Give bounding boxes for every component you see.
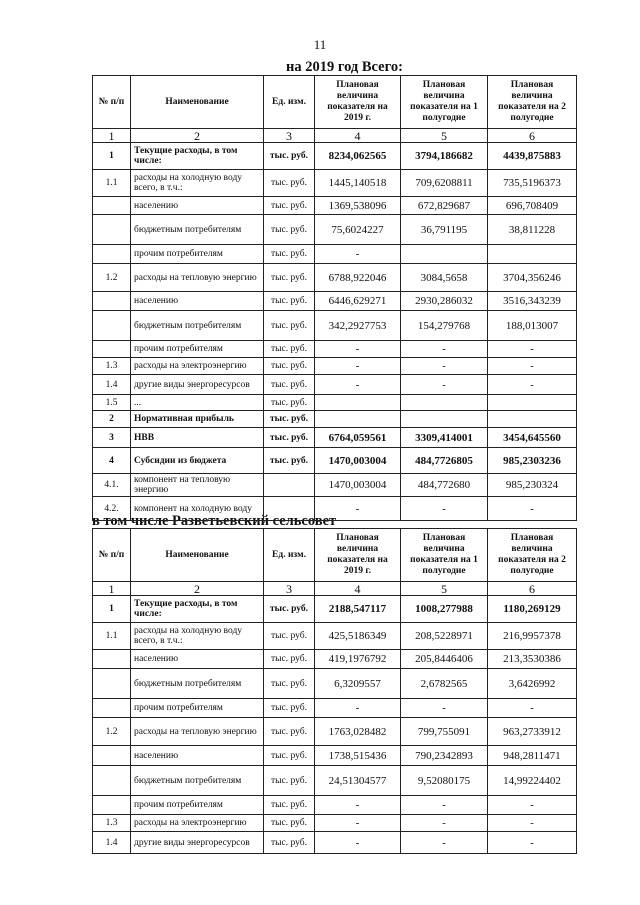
plan-table-settlement xyxy=(92,528,577,854)
row-number: 1.1 xyxy=(93,170,131,197)
value-year: 1470,003004 xyxy=(315,474,401,497)
row-name: населению xyxy=(131,292,264,311)
row-unit: тыс. руб. xyxy=(264,375,315,395)
row-name: прочим потребителям xyxy=(131,245,264,264)
table-row xyxy=(93,650,577,669)
row-name: прочим потребителям xyxy=(131,699,264,718)
row-unit: тыс. руб. xyxy=(264,170,315,197)
row-number: 1.3 xyxy=(93,358,131,375)
row-unit: тыс. руб. xyxy=(264,448,315,474)
table-row xyxy=(93,815,577,832)
table-row xyxy=(93,796,577,815)
value-half1: 2930,286032 xyxy=(401,292,488,311)
value-year: 1470,003004 xyxy=(315,448,401,474)
value-half2: 3704,356246 xyxy=(488,264,577,292)
row-name: расходы на электроэнергию xyxy=(131,358,264,375)
row-unit: тыс. руб. xyxy=(264,358,315,375)
row-unit xyxy=(264,497,315,521)
table-row xyxy=(93,428,577,448)
table-row xyxy=(93,669,577,699)
row-unit: тыс. руб. xyxy=(264,341,315,358)
header-unit: Ед. изм. xyxy=(264,76,315,129)
value-half1: 672,829687 xyxy=(401,197,488,215)
index-cell: 2 xyxy=(131,129,264,143)
value-year: 24,51304577 xyxy=(315,766,401,796)
value-year: - xyxy=(315,375,401,395)
row-name: населению xyxy=(131,197,264,215)
row-unit: тыс. руб. xyxy=(264,143,315,170)
value-half1 xyxy=(401,395,488,411)
plan-table-total xyxy=(92,75,577,521)
row-name: НВВ xyxy=(131,428,264,448)
value-year: - xyxy=(315,358,401,375)
row-number: 2 xyxy=(93,411,131,428)
row-name: расходы на холодную воду всего, в т.ч.: xyxy=(131,623,264,650)
value-year: 1738,515436 xyxy=(315,746,401,766)
header-plan-year: Плановая величина показателя на 2019 г. xyxy=(315,76,401,129)
value-half1 xyxy=(401,245,488,264)
index-cell: 4 xyxy=(315,129,401,143)
value-half1: 2,6782565 xyxy=(401,669,488,699)
header-name: Наименование xyxy=(131,76,264,129)
row-name: расходы на электроэнергию xyxy=(131,815,264,832)
header-plan-year: Плановая величина показателя на 2019 г. xyxy=(315,529,401,582)
row-number: 1.2 xyxy=(93,264,131,292)
row-number xyxy=(93,746,131,766)
row-unit: тыс. руб. xyxy=(264,428,315,448)
value-year: 6,3209557 xyxy=(315,669,401,699)
row-unit: тыс. руб. xyxy=(264,596,315,623)
row-unit: тыс. руб. xyxy=(264,292,315,311)
value-half1: 36,791195 xyxy=(401,215,488,245)
value-year: 1445,140518 xyxy=(315,170,401,197)
value-half2: 948,2811471 xyxy=(488,746,577,766)
value-year: 419,1976792 xyxy=(315,650,401,669)
row-number xyxy=(93,197,131,215)
index-cell: 4 xyxy=(315,582,401,596)
table-row xyxy=(93,718,577,746)
index-cell: 5 xyxy=(401,129,488,143)
row-name: бюджетным потребителям xyxy=(131,311,264,341)
row-name: Нормативная прибыль xyxy=(131,411,264,428)
row-number: 1 xyxy=(93,596,131,623)
index-cell: 1 xyxy=(93,129,131,143)
table-row xyxy=(93,197,577,215)
value-half2: 985,230324 xyxy=(488,474,577,497)
value-year: 342,2927753 xyxy=(315,311,401,341)
section-title-total: на 2019 год Всего: xyxy=(286,59,403,75)
row-name: расходы на холодную воду всего, в т.ч.: xyxy=(131,170,264,197)
header-number: № п/п xyxy=(93,76,131,129)
table-row xyxy=(93,596,577,623)
value-year: - xyxy=(315,815,401,832)
row-number: 1.2 xyxy=(93,718,131,746)
value-half2: 696,708409 xyxy=(488,197,577,215)
row-unit: тыс. руб. xyxy=(264,766,315,796)
row-name: населению xyxy=(131,650,264,669)
value-half2: 985,2303236 xyxy=(488,448,577,474)
row-unit: тыс. руб. xyxy=(264,264,315,292)
value-half2: 216,9957378 xyxy=(488,623,577,650)
value-half2: - xyxy=(488,699,577,718)
row-number xyxy=(93,766,131,796)
table-row xyxy=(93,245,577,264)
index-cell: 6 xyxy=(488,582,577,596)
table-row xyxy=(93,474,577,497)
row-name: Субсидии из бюджета xyxy=(131,448,264,474)
table-row xyxy=(93,143,577,170)
row-number: 1 xyxy=(93,143,131,170)
value-year: 6764,059561 xyxy=(315,428,401,448)
value-half1: - xyxy=(401,699,488,718)
value-half1 xyxy=(401,411,488,428)
table-row xyxy=(93,292,577,311)
value-year: 8234,062565 xyxy=(315,143,401,170)
value-half1: 3794,186682 xyxy=(401,143,488,170)
value-year: 2188,547117 xyxy=(315,596,401,623)
row-number xyxy=(93,341,131,358)
row-unit: тыс. руб. xyxy=(264,718,315,746)
row-name: компонент на холодную воду xyxy=(131,497,264,521)
value-half2: 735,5196373 xyxy=(488,170,577,197)
header-plan-half2: Плановая величина показателя на 2 полугодие xyxy=(488,529,577,582)
value-half2: 3516,343239 xyxy=(488,292,577,311)
value-half2 xyxy=(488,395,577,411)
row-unit: тыс. руб. xyxy=(264,215,315,245)
table-row xyxy=(93,448,577,474)
row-name: бюджетным потребителям xyxy=(131,669,264,699)
row-name: ... xyxy=(131,395,264,411)
row-number: 3 xyxy=(93,428,131,448)
row-name: компонент на тепловую энергию xyxy=(131,474,264,497)
value-half1: 484,7726805 xyxy=(401,448,488,474)
table-row xyxy=(93,395,577,411)
table-row xyxy=(93,358,577,375)
row-unit: тыс. руб. xyxy=(264,832,315,854)
table-row xyxy=(93,699,577,718)
row-unit: тыс. руб. xyxy=(264,411,315,428)
value-year: 1369,538096 xyxy=(315,197,401,215)
value-year: - xyxy=(315,341,401,358)
value-half1: - xyxy=(401,358,488,375)
row-number xyxy=(93,669,131,699)
value-half2: 1180,269129 xyxy=(488,596,577,623)
value-year: 75,6024227 xyxy=(315,215,401,245)
index-cell: 3 xyxy=(264,129,315,143)
row-number: 1.4 xyxy=(93,832,131,854)
row-number xyxy=(93,650,131,669)
value-year xyxy=(315,411,401,428)
row-unit: тыс. руб. xyxy=(264,796,315,815)
row-name: прочим потребителям xyxy=(131,796,264,815)
header-plan-half1: Плановая величина показателя на 1 полугодие xyxy=(401,76,488,129)
header-number: № п/п xyxy=(93,529,131,582)
value-half1: - xyxy=(401,375,488,395)
value-half2: 14,99224402 xyxy=(488,766,577,796)
value-half1: - xyxy=(401,815,488,832)
table-row xyxy=(93,411,577,428)
value-half1: 709,6208811 xyxy=(401,170,488,197)
row-number xyxy=(93,245,131,264)
row-number xyxy=(93,699,131,718)
table-row xyxy=(93,170,577,197)
value-year: - xyxy=(315,796,401,815)
table-row xyxy=(93,766,577,796)
row-number: 1.4 xyxy=(93,375,131,395)
value-half2: - xyxy=(488,815,577,832)
table-row xyxy=(93,264,577,292)
index-cell: 2 xyxy=(131,582,264,596)
table-row xyxy=(93,375,577,395)
value-half2: 213,3530386 xyxy=(488,650,577,669)
value-half2: - xyxy=(488,358,577,375)
value-half2: - xyxy=(488,341,577,358)
row-unit xyxy=(264,474,315,497)
row-unit: тыс. руб. xyxy=(264,669,315,699)
row-number: 1.3 xyxy=(93,815,131,832)
row-number xyxy=(93,796,131,815)
value-half1: - xyxy=(401,341,488,358)
value-half1: - xyxy=(401,497,488,521)
header-name: Наименование xyxy=(131,529,264,582)
table-row xyxy=(93,311,577,341)
value-half2 xyxy=(488,245,577,264)
value-year xyxy=(315,395,401,411)
value-half2: 3454,645560 xyxy=(488,428,577,448)
value-year: 1763,028482 xyxy=(315,718,401,746)
row-unit: тыс. руб. xyxy=(264,623,315,650)
row-number: 4.1. xyxy=(93,474,131,497)
row-number xyxy=(93,292,131,311)
value-half2: - xyxy=(488,796,577,815)
value-half1: 208,5228971 xyxy=(401,623,488,650)
table-row xyxy=(93,497,577,521)
value-year: - xyxy=(315,699,401,718)
value-half2: 3,6426992 xyxy=(488,669,577,699)
value-half2: - xyxy=(488,497,577,521)
row-unit: тыс. руб. xyxy=(264,245,315,264)
value-half1: 799,755091 xyxy=(401,718,488,746)
section-title-settlement: в том числе Разветьевский сельсовет xyxy=(92,513,337,529)
value-year: - xyxy=(315,497,401,521)
value-year: 425,5186349 xyxy=(315,623,401,650)
value-half1: 154,279768 xyxy=(401,311,488,341)
row-name: другие виды энергоресурсов xyxy=(131,832,264,854)
page-number: 11 xyxy=(313,37,327,52)
value-half1: 3084,5658 xyxy=(401,264,488,292)
value-half2: 4439,875883 xyxy=(488,143,577,170)
header-plan-half2: Плановая величина показателя на 2 полугодие xyxy=(488,76,577,129)
row-number: 4.2. xyxy=(93,497,131,521)
row-number xyxy=(93,311,131,341)
value-half2: 38,811228 xyxy=(488,215,577,245)
row-unit: тыс. руб. xyxy=(264,311,315,341)
value-half1: - xyxy=(401,796,488,815)
row-name: Текущие расходы, в том числе: xyxy=(131,596,264,623)
table-row xyxy=(93,832,577,854)
table-row xyxy=(93,215,577,245)
index-cell: 3 xyxy=(264,582,315,596)
value-half2: - xyxy=(488,375,577,395)
index-cell: 1 xyxy=(93,582,131,596)
value-half1: 1008,277988 xyxy=(401,596,488,623)
row-unit: тыс. руб. xyxy=(264,815,315,832)
row-unit: тыс. руб. xyxy=(264,699,315,718)
value-half1: 790,2342893 xyxy=(401,746,488,766)
row-number xyxy=(93,215,131,245)
table-row xyxy=(93,746,577,766)
header-unit: Ед. изм. xyxy=(264,529,315,582)
row-name: другие виды энергоресурсов xyxy=(131,375,264,395)
value-year: 6446,629271 xyxy=(315,292,401,311)
row-name: бюджетным потребителям xyxy=(131,766,264,796)
row-unit: тыс. руб. xyxy=(264,650,315,669)
value-half2 xyxy=(488,411,577,428)
index-cell: 6 xyxy=(488,129,577,143)
header-plan-half1: Плановая величина показателя на 1 полугодие xyxy=(401,529,488,582)
row-name: населению xyxy=(131,746,264,766)
row-unit: тыс. руб. xyxy=(264,395,315,411)
row-name: бюджетным потребителям xyxy=(131,215,264,245)
row-unit: тыс. руб. xyxy=(264,197,315,215)
row-number: 4 xyxy=(93,448,131,474)
value-half1: 9,52080175 xyxy=(401,766,488,796)
value-half2: 188,013007 xyxy=(488,311,577,341)
row-name: расходы на тепловую энергию xyxy=(131,264,264,292)
table-row xyxy=(93,341,577,358)
row-name: Текущие расходы, в том числе: xyxy=(131,143,264,170)
value-year: 6788,922046 xyxy=(315,264,401,292)
row-name: прочим потребителям xyxy=(131,341,264,358)
index-cell: 5 xyxy=(401,582,488,596)
value-half1: 205,8446406 xyxy=(401,650,488,669)
value-half2: - xyxy=(488,832,577,854)
row-name: расходы на тепловую энергию xyxy=(131,718,264,746)
table-row xyxy=(93,623,577,650)
value-year: - xyxy=(315,245,401,264)
value-year: - xyxy=(315,832,401,854)
row-unit: тыс. руб. xyxy=(264,746,315,766)
value-half1: - xyxy=(401,832,488,854)
value-half1: 484,772680 xyxy=(401,474,488,497)
row-number: 1.5 xyxy=(93,395,131,411)
value-half2: 963,2733912 xyxy=(488,718,577,746)
value-half1: 3309,414001 xyxy=(401,428,488,448)
row-number: 1.1 xyxy=(93,623,131,650)
